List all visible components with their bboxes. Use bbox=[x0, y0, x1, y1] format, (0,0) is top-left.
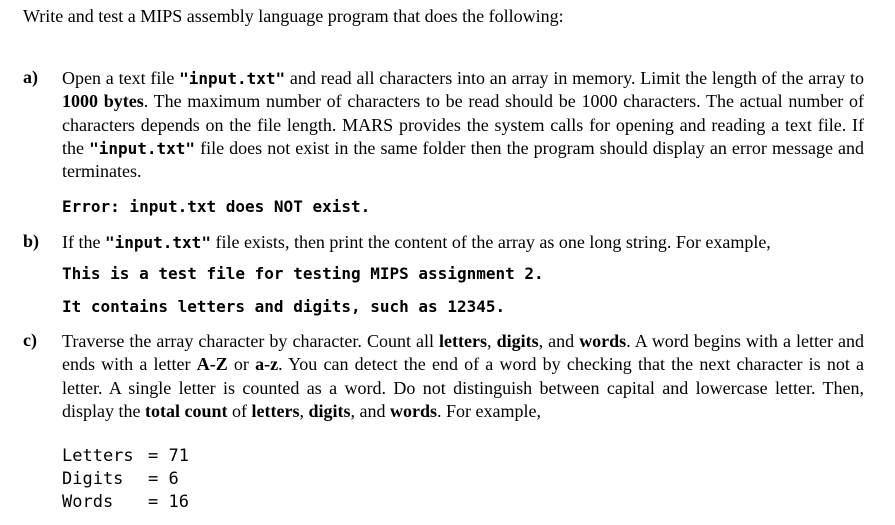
item-c-paragraph bbox=[62, 330, 864, 423]
item-a-marker: a) bbox=[23, 67, 38, 87]
stat-letters bbox=[62, 446, 189, 466]
text: If the bbox=[62, 232, 105, 252]
term: A-Z bbox=[196, 354, 228, 375]
text: . For example, bbox=[437, 400, 541, 421]
term: words bbox=[389, 400, 437, 421]
stat-value: = 71 bbox=[148, 446, 189, 466]
text: or bbox=[227, 354, 256, 375]
text: . A word begins with a letter and ends with a letter bbox=[62, 331, 864, 375]
stat-label: Words bbox=[62, 492, 114, 512]
item-b-paragraph bbox=[62, 231, 864, 254]
text: , and bbox=[538, 331, 580, 351]
term: digits bbox=[496, 331, 539, 351]
filename: "input.txt" bbox=[104, 233, 211, 252]
stat-value: = 16 bbox=[148, 492, 189, 512]
item-c-marker: c) bbox=[23, 330, 37, 350]
filename: "input.txt" bbox=[179, 69, 286, 88]
text: . You can detect the end of a word by checking that the next character is not a letter. A single letter is counted as a word. Do not distinguish between capital and lowercase letter. Then, display the bbox=[62, 354, 864, 421]
text: , and bbox=[350, 400, 390, 421]
text: Open a text file bbox=[62, 68, 180, 88]
output-example-line-1: This is a test file for testing MIPS assignment 2. bbox=[62, 264, 544, 283]
text: and read all characters into an array in memory. Limit the length of the array to bbox=[285, 68, 864, 88]
filename: "input.txt" bbox=[89, 138, 196, 158]
term: total count bbox=[145, 400, 228, 421]
item-b-marker: b) bbox=[23, 231, 40, 251]
text: , bbox=[487, 331, 497, 351]
text: file exists, then print the content of the array as one long string. For example, bbox=[210, 232, 771, 252]
term: letters bbox=[439, 331, 488, 351]
stat-words bbox=[62, 492, 189, 512]
term: words bbox=[579, 331, 627, 351]
term: digits bbox=[308, 400, 351, 421]
stat-label: Digits bbox=[62, 469, 124, 489]
output-example-line-2: It contains letters and digits, such as 12345. bbox=[62, 297, 506, 316]
text: Traverse the array character by character. Count all bbox=[62, 331, 440, 351]
text: file does not exist in the same folder then the program should display an error message and terminates. bbox=[62, 137, 864, 182]
stat-label: Letters bbox=[62, 446, 134, 466]
text: of bbox=[227, 400, 252, 421]
term: letters bbox=[251, 400, 300, 421]
text: , bbox=[299, 400, 309, 421]
error-message-example: Error: input.txt does NOT exist. bbox=[62, 197, 371, 216]
term: a-z bbox=[255, 354, 279, 375]
stat-value: = 6 bbox=[148, 469, 179, 489]
intro-text: Write and test a MIPS assembly language program that does the following: bbox=[23, 6, 564, 26]
text: . The maximum number of characters to be read should be 1000 characters. The actual number of characters depends on the file length. MARS provides the system calls for opening and reading a text file. If the bbox=[62, 91, 865, 158]
stat-digits bbox=[62, 469, 179, 489]
item-a-paragraph bbox=[62, 67, 864, 183]
array-limit: 1000 bytes bbox=[62, 91, 144, 112]
